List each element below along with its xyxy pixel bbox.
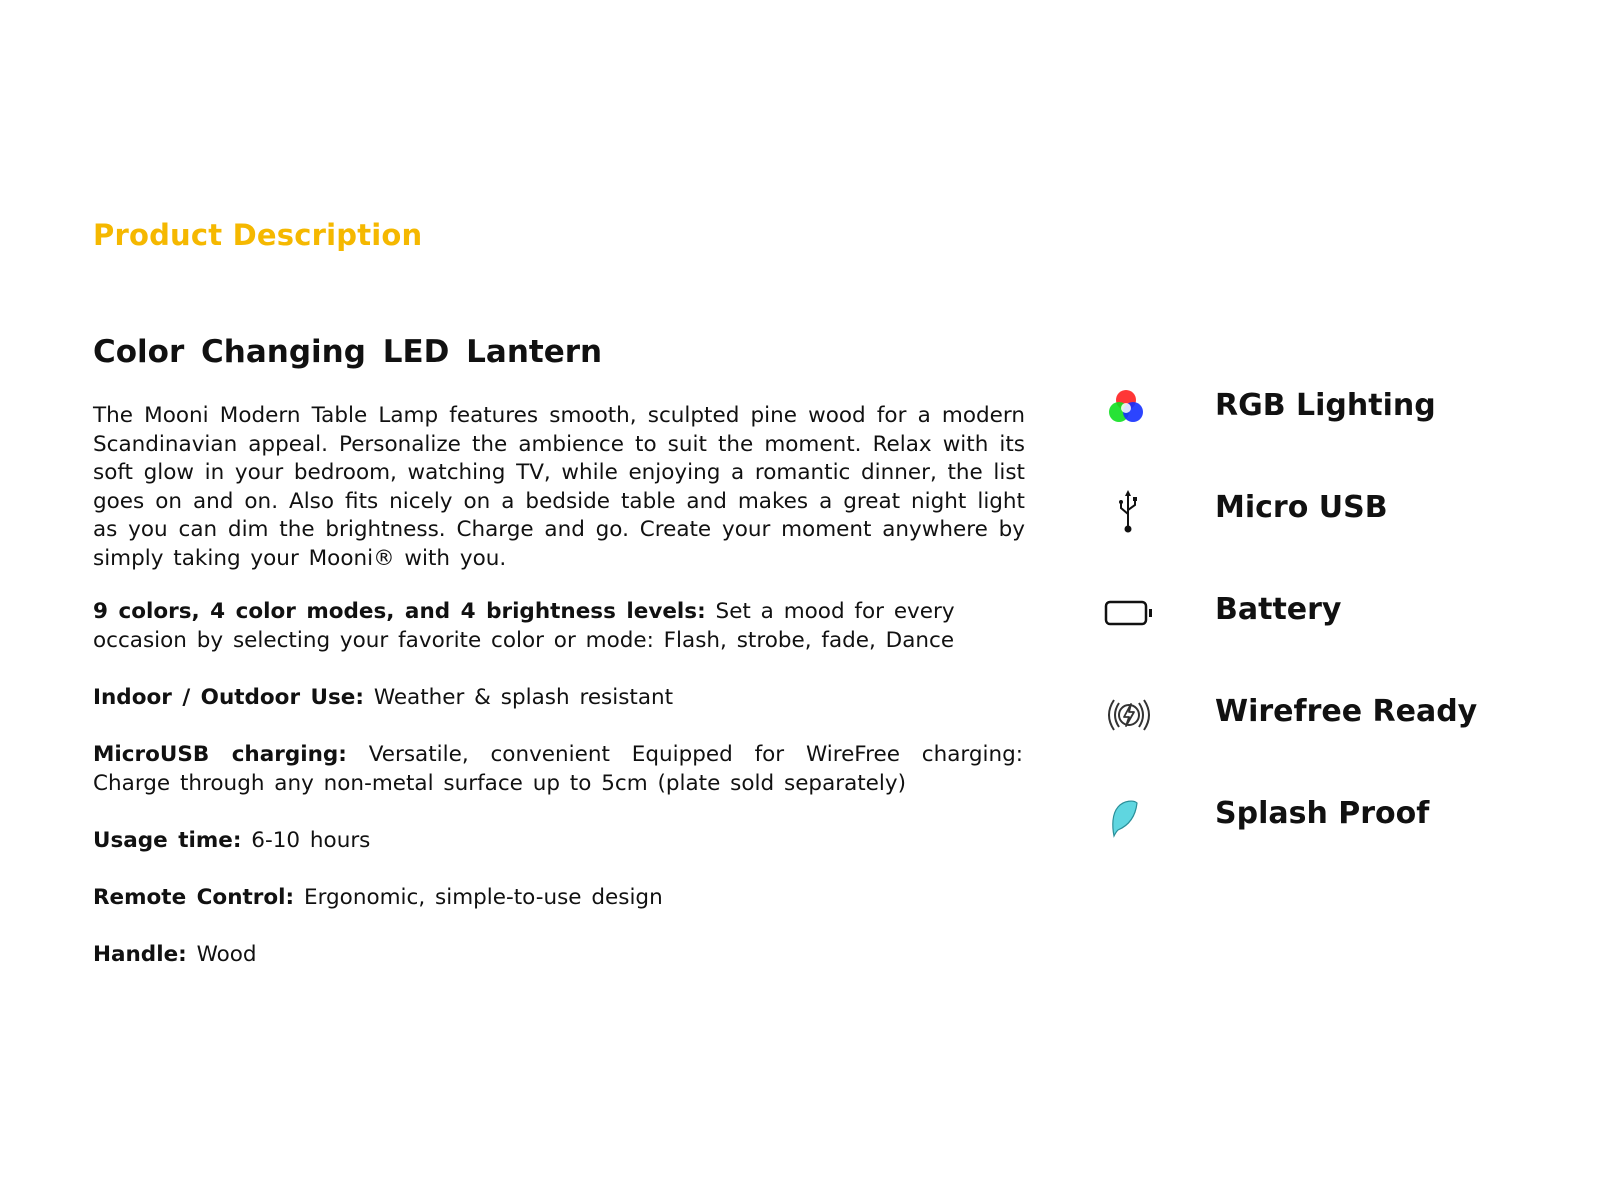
spec-handle	[93, 941, 993, 970]
spec-colors	[93, 598, 973, 655]
feature-label: Wirefree Ready	[1215, 694, 1478, 729]
spec-usb-value: Versatile, convenient Equipped for WireFree charging: Charge through any non-metal surface up to 5cm (plate sold separately)	[93, 742, 1023, 796]
water-drop-icon	[1104, 794, 1160, 842]
spec-usage	[93, 827, 993, 856]
spec-remote	[93, 884, 993, 913]
wireless-charging-icon	[1104, 692, 1160, 740]
spec-usage-value: 6-10 hours	[251, 828, 371, 853]
product-description: The Mooni Modern Table Lamp features smooth, sculpted pine wood for a modern Scandinavian appeal. Personalize the ambience to suit the moment. Relax with its soft glow in your bedroom, watching TV, while enjoying a romantic dinner, the list goes on and on. Also fits nicely on a bedside table and makes a great night light as you can dim the brightness. Charge and go. Create your moment anywhere by simply taking your Mooni® with you.	[93, 403, 1025, 571]
spec-usage-label: Usage time:	[93, 828, 242, 853]
rgb-circles-icon	[1104, 386, 1160, 434]
battery-icon	[1104, 590, 1160, 638]
feature-wirefree-ready	[1104, 688, 1574, 790]
spec-colors-value: Set a mood for every occasion by selecting your favorite color or mode: Flash, strobe, fade, Dance	[93, 599, 955, 653]
feature-micro-usb	[1104, 484, 1574, 586]
feature-label: RGB Lighting	[1215, 388, 1436, 423]
spec-indoor-label: Indoor / Outdoor Use:	[93, 685, 364, 710]
feature-list	[1104, 382, 1574, 892]
product-title: Color Changing LED Lantern	[93, 334, 603, 370]
feature-rgb-lighting	[1104, 382, 1574, 484]
feature-battery	[1104, 586, 1574, 688]
spec-remote-label: Remote Control:	[93, 885, 295, 910]
spec-colors-label: 9 colors, 4 color modes, and 4 brightness levels:	[93, 599, 706, 624]
spec-indoor	[93, 684, 993, 713]
spec-usb-label: MicroUSB charging:	[93, 742, 347, 767]
feature-label: Micro USB	[1215, 490, 1388, 525]
spec-remote-value: Ergonomic, simple-to-use design	[303, 885, 663, 910]
feature-label: Splash Proof	[1215, 796, 1430, 831]
feature-splash-proof	[1104, 790, 1574, 892]
spec-handle-value: Wood	[196, 942, 257, 967]
usb-icon	[1104, 488, 1160, 536]
spec-usb	[93, 741, 1023, 798]
spec-handle-label: Handle:	[93, 942, 187, 967]
feature-label: Battery	[1215, 592, 1342, 627]
spec-indoor-value: Weather & splash resistant	[373, 685, 674, 710]
section-title: Product Description	[93, 218, 423, 252]
